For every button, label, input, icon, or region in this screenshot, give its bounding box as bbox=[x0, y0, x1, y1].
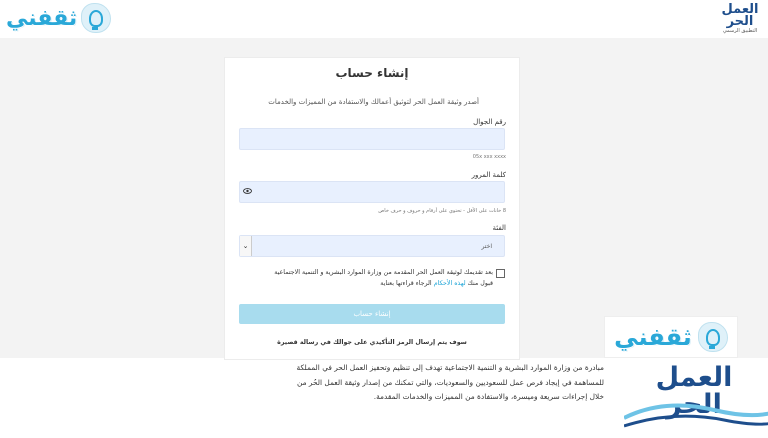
brand-tagline: التطبيق الرسمي bbox=[722, 28, 758, 34]
signup-card bbox=[224, 57, 520, 360]
terms-suffix: الرجاء قراءتها بعناية bbox=[380, 280, 432, 287]
brand-large-line1: العمل bbox=[655, 362, 733, 393]
terms-link[interactable]: لهذه الأحكام bbox=[433, 280, 466, 287]
bottom-logo bbox=[604, 316, 768, 436]
article-line2: للمساهمة في إيجاد فرص عمل للسعوديين والسعوديات، والتي تمكنك من إصدار وثيقة العمل الحُر من bbox=[296, 377, 604, 387]
category-label: الفئة bbox=[492, 224, 506, 232]
terms-checkbox[interactable] bbox=[496, 269, 505, 278]
top-bar bbox=[0, 0, 768, 38]
chevron-down-icon[interactable]: ⌄ bbox=[240, 236, 252, 256]
bulb-icon bbox=[698, 322, 728, 352]
brand-line1: العمل bbox=[721, 2, 759, 17]
watermark-text: ثقفني bbox=[6, 5, 78, 31]
phone-input[interactable] bbox=[239, 128, 505, 150]
terms-prefix: قبول منك bbox=[467, 280, 493, 287]
page-title: إنشاء حساب bbox=[335, 66, 409, 80]
wave-swoosh-icon bbox=[624, 388, 768, 438]
brand-large-line2: الحر bbox=[666, 389, 722, 420]
phone-label: رقم الجوال bbox=[473, 118, 506, 126]
brand-logo-large bbox=[624, 364, 764, 434]
phone-hint: 05x xxx xxxx bbox=[472, 154, 506, 160]
create-account-button[interactable]: إنشاء حساب bbox=[239, 304, 505, 324]
eye-icon[interactable] bbox=[243, 188, 252, 194]
terms-line1: بعد تقديمك لوثيقة العمل الحر المقدمة من وزارة الموارد البشرية و التنمية الاجتماعية bbox=[274, 269, 493, 276]
terms-line2 bbox=[243, 278, 493, 289]
sms-note: سوف يتم إرسال الرمز التأكيدي على جوالك في رسالة قصيرة bbox=[277, 339, 467, 346]
category-select[interactable] bbox=[239, 235, 505, 257]
password-label: كلمة المرور bbox=[471, 171, 506, 179]
category-selected-value: اختر bbox=[481, 243, 492, 250]
watermark-logo bbox=[6, 3, 111, 33]
brand-logo bbox=[718, 4, 762, 34]
bottom-watermark-text: ثقفني bbox=[614, 323, 692, 351]
article-line1: مبادرة من وزارة الموارد البشرية و التنمية الاجتماعية تهدف إلى تنظيم وتحفيز العمل الحر في المملكة bbox=[296, 363, 604, 372]
bottom-watermark bbox=[604, 316, 738, 358]
article-paragraph bbox=[230, 361, 604, 405]
bulb-icon bbox=[81, 3, 111, 33]
article-line3: خلال إجراءات سريعة وميسرة، والاستفادة من المميزات والخدمات المقدمة. bbox=[373, 392, 604, 401]
terms-text bbox=[243, 267, 493, 289]
form-subtitle: أصدر وثيقة العمل الحر لتوثيق أعمالك والاستفادة من المميزات والخدمات bbox=[268, 98, 479, 106]
brand-line2: الحر bbox=[726, 14, 754, 29]
password-hint: 8 خانات على الأقل - تحتوي على أرقام و حروف و حرف خاص bbox=[378, 208, 506, 214]
password-input[interactable] bbox=[239, 181, 505, 203]
